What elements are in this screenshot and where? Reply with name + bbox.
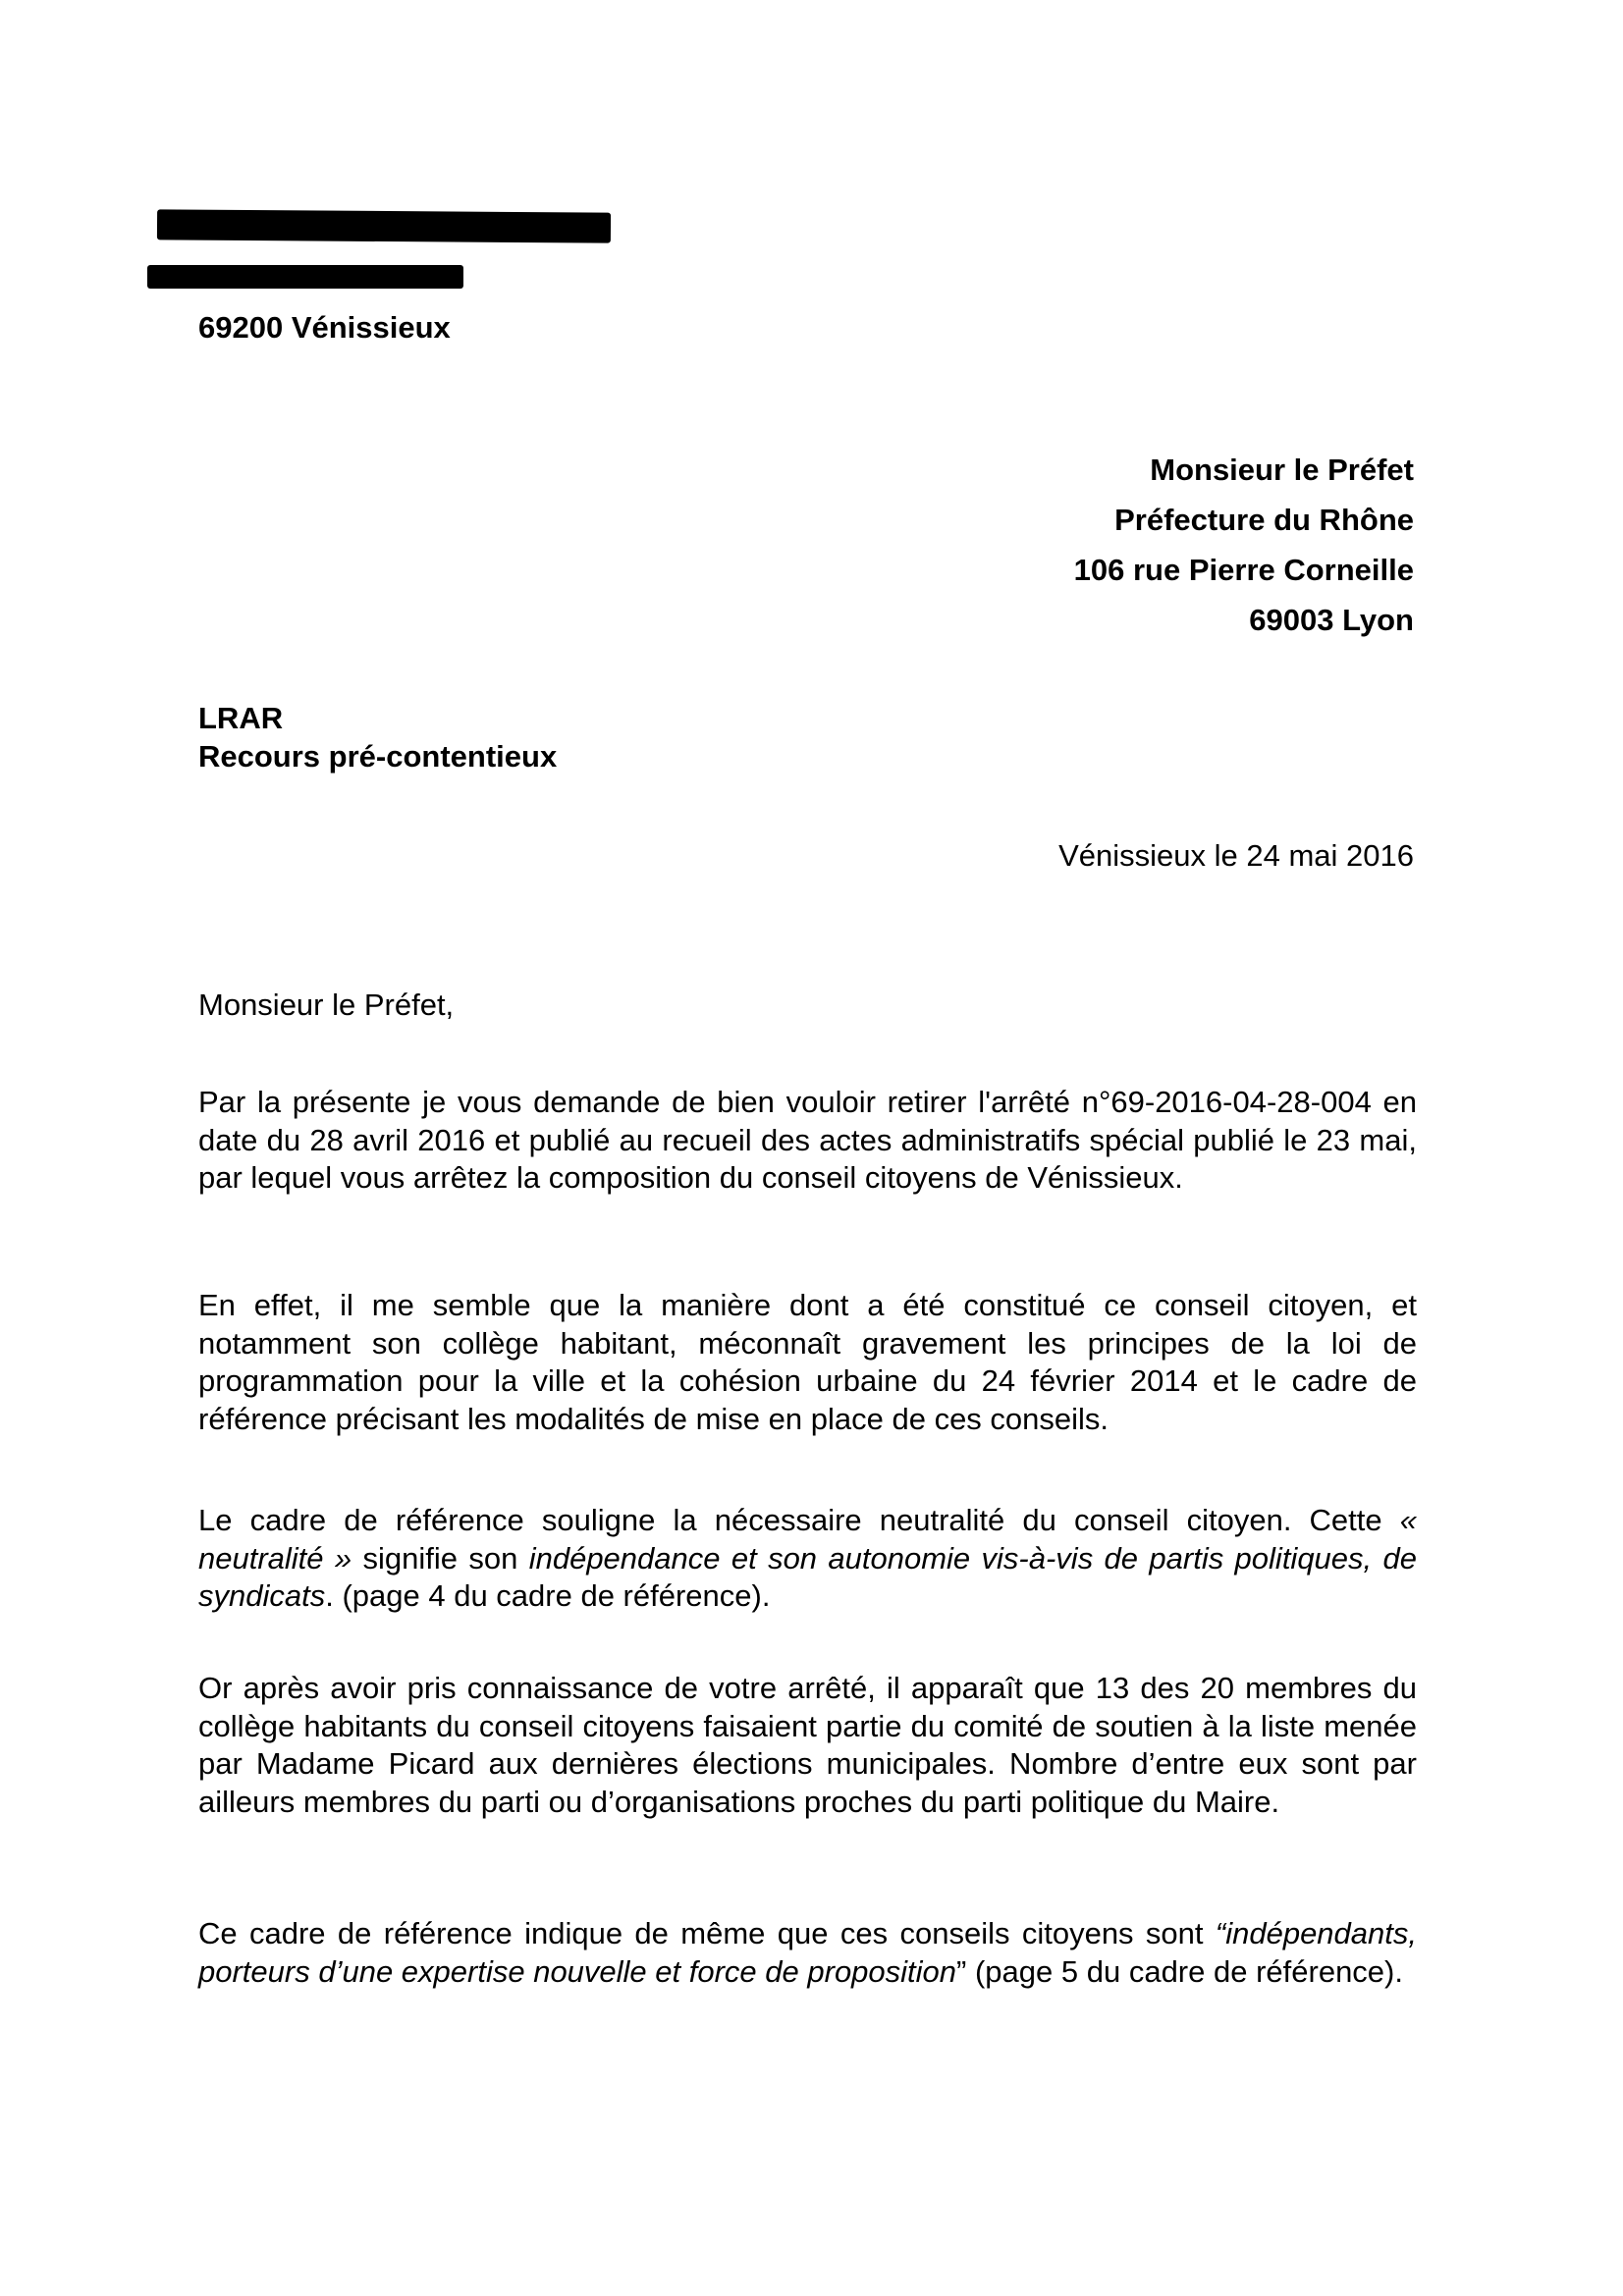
body-paragraph-5 [198, 1915, 1417, 1991]
sender-city-line: 69200 Vénissieux [198, 310, 451, 345]
text-run: Le cadre de référence souligne la nécessaire neutralité du conseil citoyen. Cette [198, 1503, 1400, 1537]
body-paragraph-1 [198, 1084, 1417, 1198]
text-run: ” (page 5 du cadre de référence). [956, 1953, 1403, 1989]
redaction-bar-sender-name [157, 209, 611, 242]
paragraph-text: En effet, il me semble que la manière dont a été constitué ce conseil citoyen, et notamment son collège habitant, méconnaît gravement les principes de la loi de programmation pour la ville et la cohésion urbaine du 24 février 2014 et le cadre de référence précisant les modalités de mise en place de ces conseils. [198, 1288, 1417, 1437]
text-run: . (page 4 du cadre de référence). [325, 1578, 771, 1614]
quoted-phrase: indépendance et son autonomie vis-à-vis de partis politiques, de syndicats [198, 1540, 1417, 1614]
text-run: Ce cadre de référence indique de même que ces conseils citoyens sont [198, 1916, 1216, 1950]
salutation: Monsieur le Préfet, [198, 988, 455, 1022]
body-paragraph-4 [198, 1670, 1417, 1822]
recipient-line-4: 69003 Lyon [1249, 603, 1414, 637]
date-line: Vénissieux le 24 mai 2016 [1058, 838, 1414, 873]
text-run: signifie son [352, 1540, 529, 1575]
quoted-term: « neutralité » [198, 1503, 1417, 1575]
recipient-line-2: Préfecture du Rhône [1114, 503, 1414, 537]
body-paragraph-2 [198, 1287, 1417, 1439]
subject-mode: LRAR [198, 701, 284, 735]
recipient-line-3: 106 rue Pierre Corneille [1073, 553, 1414, 587]
body-paragraph-3 [198, 1502, 1417, 1616]
redaction-bar-sender-street [147, 265, 463, 289]
quoted-phrase: “indépendants, porteurs d’une expertise nouvelle et force de proposition [198, 1916, 1417, 1989]
paragraph-text: Par la présente je vous demande de bien vouloir retirer l'arrêté n°69-2016-04-28-004 en date du 28 avril 2016 et publié au recueil des actes administratifs spécial publié le 23 mai, par lequel vous arrêtez la composition du conseil citoyens de Vénissieux. [198, 1085, 1417, 1196]
recipient-line-1: Monsieur le Préfet [1150, 453, 1414, 487]
paragraph-text [198, 1915, 1417, 1991]
paragraph-text: Or après avoir pris connaissance de votre arrêté, il apparaît que 13 des 20 membres du collège habitants du conseil citoyens faisaient partie du comité de soutien à la liste menée par Madame Picard aux dernières élections municipales. Nombre d’entre eux sont par ailleurs membres du parti ou d’organisations proches du parti politique du Maire. [198, 1671, 1417, 1820]
paragraph-text [198, 1502, 1417, 1616]
subject-type: Recours pré-contentieux [198, 739, 558, 774]
